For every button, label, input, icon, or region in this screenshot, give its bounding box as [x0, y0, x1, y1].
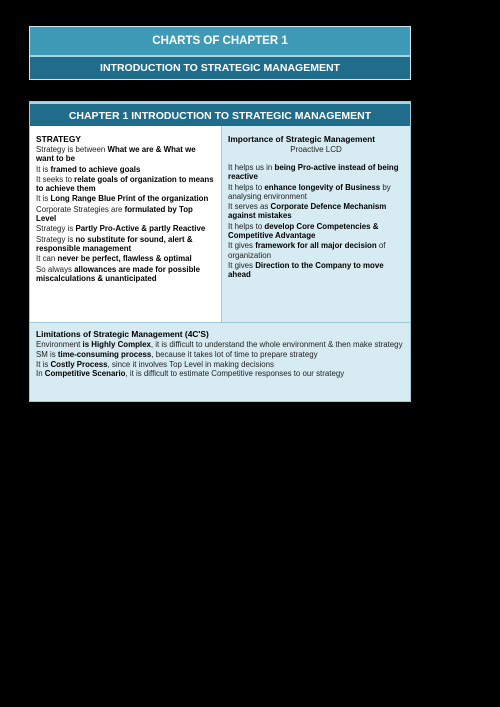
list-item: It serves as Corporate Defence Mechanism against mistakes — [228, 202, 387, 221]
list-item: It seeks to relate goals of organization to means to achieve them — [36, 174, 214, 194]
page-title: CHARTS OF CHAPTER 1 — [30, 27, 410, 55]
list-item: It gives Direction to the Company to move ahead — [228, 260, 384, 280]
limitations-list — [36, 340, 404, 379]
list-item: In Competitive Scenario, it is difficult to estimate Competitive responses to our strategy — [36, 369, 345, 379]
list-item: Corporate Strategies are formulated by Top Level — [36, 204, 193, 224]
list-item: So always allowances are made for possible miscalculations & unanticipated — [36, 264, 201, 283]
list-item: Environment is Highly Complex, it is difficult to understand the whole environment & then make strategy — [36, 340, 403, 349]
list-item: It helps to develop Core Competencies & Competitive Advantage — [228, 221, 379, 241]
list-item: Strategy is Partly Pro-Active & partly Reactive — [36, 224, 206, 234]
chart-title: CHAPTER 1 INTRODUCTION TO STRATEGIC MANAGEMENT — [30, 102, 410, 126]
importance-heading: Importance of Strategic Management — [228, 134, 376, 144]
strategy-list — [36, 145, 215, 283]
importance-list — [228, 163, 404, 280]
limitations-heading: Limitations of Strategic Management (4C'S) — [36, 329, 209, 339]
list-item: It gives framework for all major decision of organization — [228, 241, 386, 260]
list-item: It is Costly Process, since it involves Top Level in making decisions — [36, 359, 275, 369]
list-item: SM is time-consuming process, because it takes lot of time to prepare strategy — [36, 349, 318, 359]
strategy-panel — [30, 126, 222, 322]
list-item: Strategy is no substitute for sound, alert & responsible management — [36, 234, 193, 253]
list-item: It helps us in being Pro-active instead of being reactive — [228, 163, 399, 182]
list-item: It can never be perfect, flawless & optimal — [36, 254, 192, 264]
header-banner — [29, 26, 411, 80]
importance-panel — [222, 126, 410, 322]
page-subtitle: INTRODUCTION TO STRATEGIC MANAGEMENT — [30, 55, 410, 79]
list-item: It helps to enhance longevity of Business by analysing environment — [228, 182, 391, 201]
list-item: It is framed to achieve goals — [36, 164, 141, 174]
limitations-panel — [30, 322, 410, 401]
list-item: Strategy is between What we are & What we want to be — [36, 145, 196, 164]
importance-subheading: Proactive LCD — [290, 145, 342, 154]
list-item: It is Long Range Blue Print of the organization — [36, 194, 209, 204]
strategy-heading: STRATEGY — [36, 134, 81, 144]
chapter-chart — [29, 101, 411, 402]
